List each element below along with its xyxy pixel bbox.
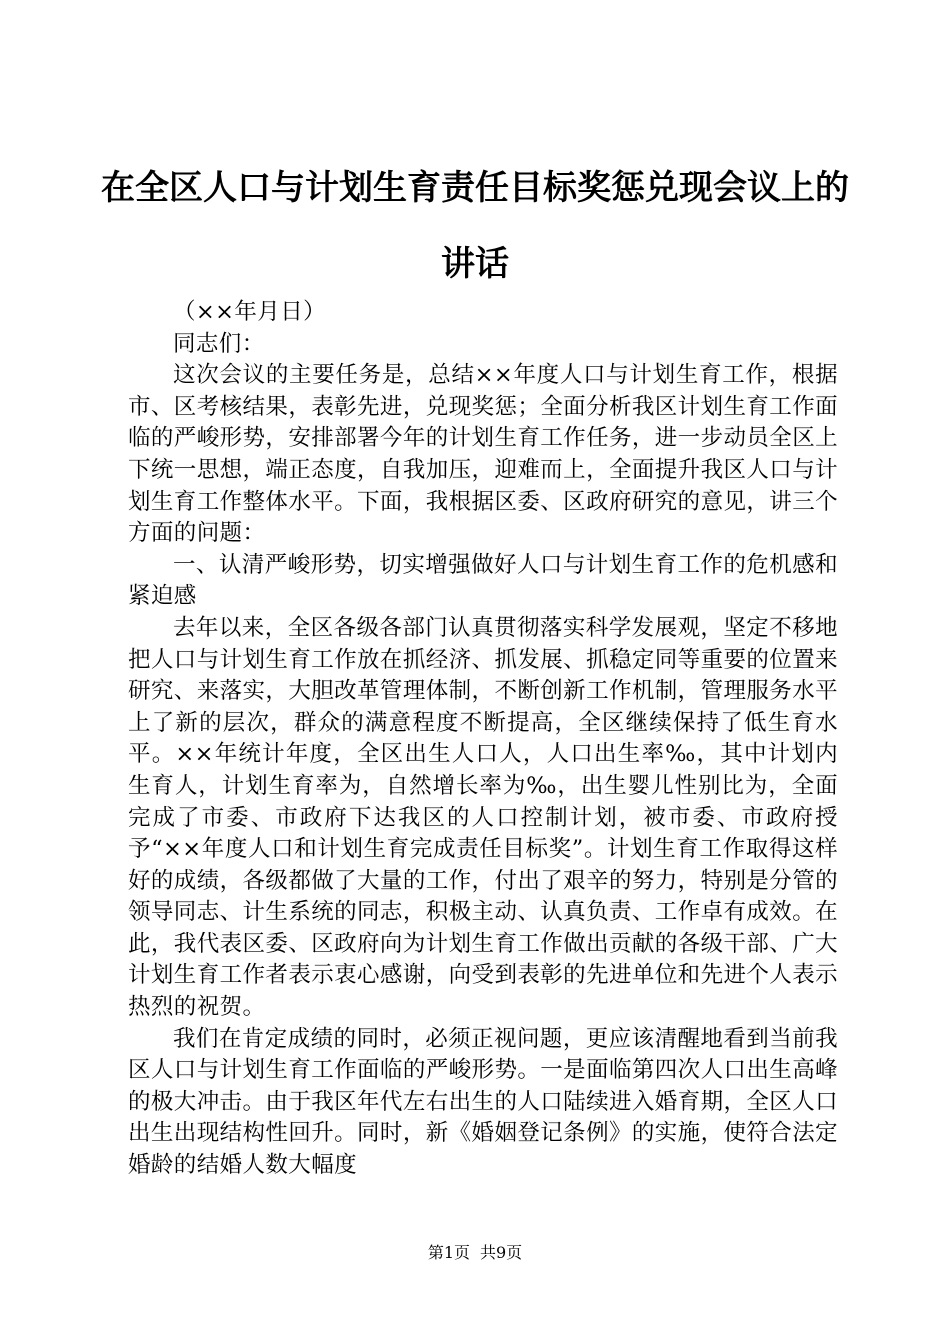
body-paragraph: 这次会议的主要任务是，总结××年度人口与计划生育工作，根据市、区考核结果，表彰先进，兑现奖惩；全面分析我区计划生育工作面临的严峻形势，安排部署今年的计划生育工作任务，进一步动员全区上下统一思想，端正态度，自我加压，迎难而上，全面提升我区人口与计划生育工作整体水平。下面，我根据区委、区政府研究的意见，讲三个方面的问题： — [128, 362, 838, 547]
date-line: （××年月日） — [173, 299, 327, 325]
body-paragraph: 我们在肯定成绩的同时，必须正视问题，更应该清醒地看到当前我区人口与计划生育工作面临的严峻形势。一是面临第四次人口出生高峰的极大冲击。由于我区年代左右出生的人口陆续进入婚育期，全区人口出生出现结构性回升。同时，新《婚姻登记条例》的实施，使符合法定婚龄的结婚人数大幅度 — [128, 1025, 838, 1179]
salutation: 同志们： — [173, 330, 265, 357]
body-paragraph: 去年以来，全区各级各部门认真贯彻落实科学发展观，坚定不移地把人口与计划生育工作放在抓经济、抓发展、抓稳定同等重要的位置来研究、来落实，大胆改革管理体制，不断创新工作机制，管理服务水平上了新的层次，群众的满意程度不断提高，全区继续保持了低生育水平。××年统计年度，全区出生人口人，人口出生率‰，其中计划内生育人，计划生育率为，自然增长率为‰，出生婴儿性别比为，全面完成了市委、市政府下达我区的人口控制计划，被市委、市政府授予“××年度人口和计划生育完成责任目标奖”。计划生育工作取得这样好的成绩，各级都做了大量的工作，付出了艰辛的努力，特别是分管的领导同志、计生系统的同志，积极主动、认真负责、工作卓有成效。在此，我代表区委、区政府向为计划生育工作做出贡献的各级干部、广大计划生育工作者表示衷心感谢，向受到表彰的先进单位和先进个人表示热烈的祝贺。 — [128, 614, 838, 1021]
document-title: 在全区人口与计划生育责任目标奖惩兑现会议上的讲话 — [101, 168, 849, 284]
page-number: 第1页 — [427, 1243, 470, 1262]
page-total: 共9页 — [480, 1243, 523, 1262]
page-footer — [0, 1242, 950, 1264]
section-heading: 一、认清严峻形势，切实增强做好人口与计划生育工作的危机感和紧迫感 — [128, 551, 838, 610]
document-body — [128, 297, 838, 1182]
